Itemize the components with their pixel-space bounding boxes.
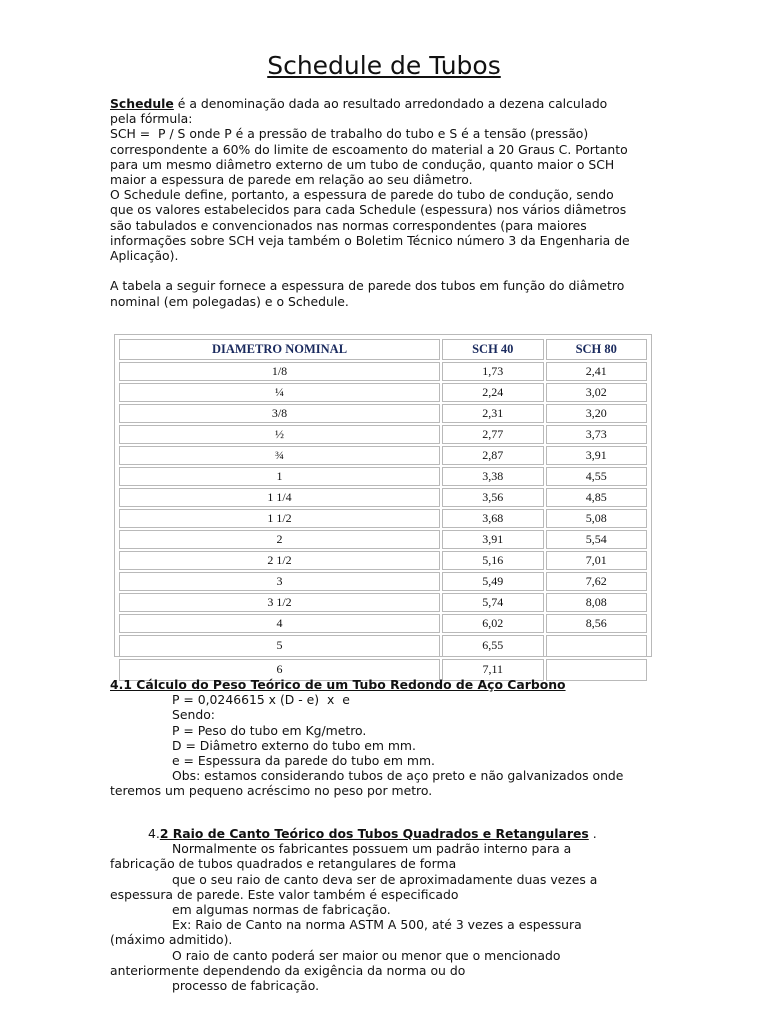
table-row — [119, 593, 647, 612]
header-sch-80: SCH 80 — [546, 339, 648, 360]
cell-sch-80: 7,01 — [546, 551, 648, 570]
table-row — [119, 635, 647, 657]
table-row — [119, 614, 647, 633]
cell-diametro: 2 — [119, 530, 440, 549]
cell-diametro: 1 1/2 — [119, 509, 440, 528]
intro-line: Aplicação). — [110, 248, 179, 264]
table-row — [119, 509, 647, 528]
cell-sch-40: 5,16 — [442, 551, 543, 570]
intro-line: SCH = P / S onde P é a pressão de trabalho do tubo e S é a tensão (pressão) — [110, 126, 589, 142]
section-4-2-line: processo de fabricação. — [172, 978, 320, 994]
cell-sch-40: 2,31 — [442, 404, 543, 423]
intro-line: nominal (em polegadas) e o Schedule. — [110, 293, 349, 309]
cell-sch-80: 5,54 — [546, 530, 648, 549]
cell-sch-80: 4,55 — [546, 467, 648, 486]
intro-line: que os valores estabelecidos para cada Schedule (espessura) nos vários diâmetros — [110, 202, 627, 218]
section-4-2-title-suffix: . — [588, 826, 597, 841]
cell-sch-80: 3,02 — [546, 383, 648, 402]
section-4-2-line: Ex: Raio de Canto na norma ASTM A 500, até 3 vezes a espessura — [172, 917, 582, 933]
page-title: Schedule de Tubos — [267, 51, 501, 80]
cell-sch-40: 3,56 — [442, 488, 543, 507]
intro-line: pela fórmula: — [110, 111, 193, 127]
cell-sch-80: 7,62 — [546, 572, 648, 591]
cell-sch-80: 5,08 — [546, 509, 648, 528]
cell-sch-80: 2,41 — [546, 362, 648, 381]
intro-line-blank — [110, 263, 670, 278]
cell-diametro: 3 — [119, 572, 440, 591]
cell-sch-40: 3,68 — [442, 509, 543, 528]
cell-diametro: 1/8 — [119, 362, 440, 381]
intro-line: são tabulados e convencionados nas normas correspondentes (para maiores — [110, 217, 587, 233]
cell-sch-80: 8,56 — [546, 614, 648, 633]
section-4-2-title: 2 Raio de Canto Teórico dos Tubos Quadrados e Retangulares — [159, 826, 589, 841]
section-4-2-line: anteriormente dependendo da exigência da norma ou do — [110, 962, 466, 978]
section-4-2-line: em algumas normas de fabricação. — [172, 902, 391, 918]
cell-sch-40: 2,77 — [442, 425, 543, 444]
intro-line: A tabela a seguir fornece a espessura de parede dos tubos em função do diâmetro — [110, 278, 625, 294]
cell-sch-80: 3,91 — [546, 446, 648, 465]
cell-sch-40: 1,73 — [442, 362, 543, 381]
cell-sch-40: 6,55 — [442, 635, 543, 657]
cell-diametro: 3 1/2 — [119, 593, 440, 612]
section-4-1-line: teremos um pequeno acréscimo no peso por metro. — [110, 783, 433, 799]
intro-text — [110, 96, 670, 309]
section-4-1-line: Sendo: — [172, 707, 215, 723]
section-4-1-line: D = Diâmetro externo do tubo em mm. — [172, 737, 416, 753]
cell-sch-40: 7,11 — [442, 659, 543, 681]
cell-sch-40: 5,49 — [442, 572, 543, 591]
table-row — [119, 425, 647, 444]
intro-line: O Schedule define, portanto, a espessura de parede do tubo de condução, sendo — [110, 187, 614, 203]
section-4-2-line: fabricação de tubos quadrados e retangulares de forma — [110, 856, 457, 872]
intro-line: informações sobre SCH veja também o Boletim Técnico número 3 da Engenharia de — [110, 232, 630, 248]
section-4-2-title-line — [110, 826, 670, 841]
header-sch-40: SCH 40 — [442, 339, 543, 360]
section-4-2-line: O raio de canto poderá ser maior ou menor que o mencionado — [172, 947, 561, 963]
cell-diametro: ¾ — [119, 446, 440, 465]
table-row — [119, 551, 647, 570]
cell-diametro: ¼ — [119, 383, 440, 402]
cell-diametro: 1 1/4 — [119, 488, 440, 507]
section-4-1-title: 4.1 Cálculo do Peso Teórico de um Tubo Redondo de Aço Carbono — [110, 677, 566, 692]
schedule-table-frame — [114, 334, 652, 677]
table-row — [119, 404, 647, 423]
table-row — [119, 383, 647, 402]
section-4-2 — [110, 826, 670, 993]
section-4-2-line: que o seu raio de canto deva ser de aproximadamente duas vezes a — [172, 871, 598, 887]
cell-diametro: 3/8 — [119, 404, 440, 423]
cell-diametro: 5 — [119, 635, 440, 657]
cell-sch-40: 6,02 — [442, 614, 543, 633]
section-4-2-line: espessura de parede. Este valor também é especificado — [110, 886, 459, 902]
cell-sch-40: 5,74 — [442, 593, 543, 612]
cell-diametro: ½ — [119, 425, 440, 444]
table-row — [119, 446, 647, 465]
intro-line: para um mesmo diâmetro externo de um tubo de condução, quanto maior o SCH — [110, 156, 615, 172]
section-4-1-line: P = 0,0246615 x (D - e) x e — [172, 692, 350, 708]
cell-sch-80: 4,85 — [546, 488, 648, 507]
section-4-1-line: Obs: estamos considerando tubos de aço preto e não galvanizados onde — [172, 768, 624, 784]
table-row — [119, 488, 647, 507]
section-4-1 — [110, 677, 670, 799]
schedule-table — [117, 337, 649, 683]
table-row — [119, 467, 647, 486]
cell-sch-40: 3,91 — [442, 530, 543, 549]
cell-sch-40: 2,87 — [442, 446, 543, 465]
schedule-term: Schedule — [110, 96, 174, 111]
section-4-2-line: (máximo admitido). — [110, 932, 233, 948]
cell-sch-80: 8,08 — [546, 593, 648, 612]
intro-line: correspondente a 60% do limite de escoamento do material a 20 Graus C. Portanto — [110, 141, 628, 157]
table-row — [119, 572, 647, 591]
cell-sch-40: 3,38 — [442, 467, 543, 486]
cell-sch-80 — [546, 635, 648, 657]
section-4-1-line: e = Espessura da parede do tubo em mm. — [172, 753, 435, 769]
cell-sch-40: 2,24 — [442, 383, 543, 402]
cell-diametro: 4 — [119, 614, 440, 633]
section-4-2-title-prefix: 4. — [148, 826, 160, 841]
cell-diametro: 2 1/2 — [119, 551, 440, 570]
intro-line-0: Schedule é a denominação dada ao resultado arredondado a dezena calculado — [110, 96, 608, 111]
intro-line: maior a espessura de parede em relação ao seu diâmetro. — [110, 172, 473, 188]
cell-sch-80: 3,73 — [546, 425, 648, 444]
table-row — [119, 530, 647, 549]
cell-sch-80: 3,20 — [546, 404, 648, 423]
section-4-1-line: P = Peso do tubo em Kg/metro. — [172, 722, 367, 738]
table-row — [119, 362, 647, 381]
cell-diametro: 1 — [119, 467, 440, 486]
section-4-2-line: Normalmente os fabricantes possuem um padrão interno para a — [172, 841, 572, 857]
table-header-row — [119, 339, 647, 360]
section-4-2-body — [110, 841, 670, 993]
table-body — [119, 362, 647, 681]
cell-diametro: 6 — [119, 659, 440, 681]
header-diametro-nominal: DIAMETRO NOMINAL — [119, 339, 440, 360]
